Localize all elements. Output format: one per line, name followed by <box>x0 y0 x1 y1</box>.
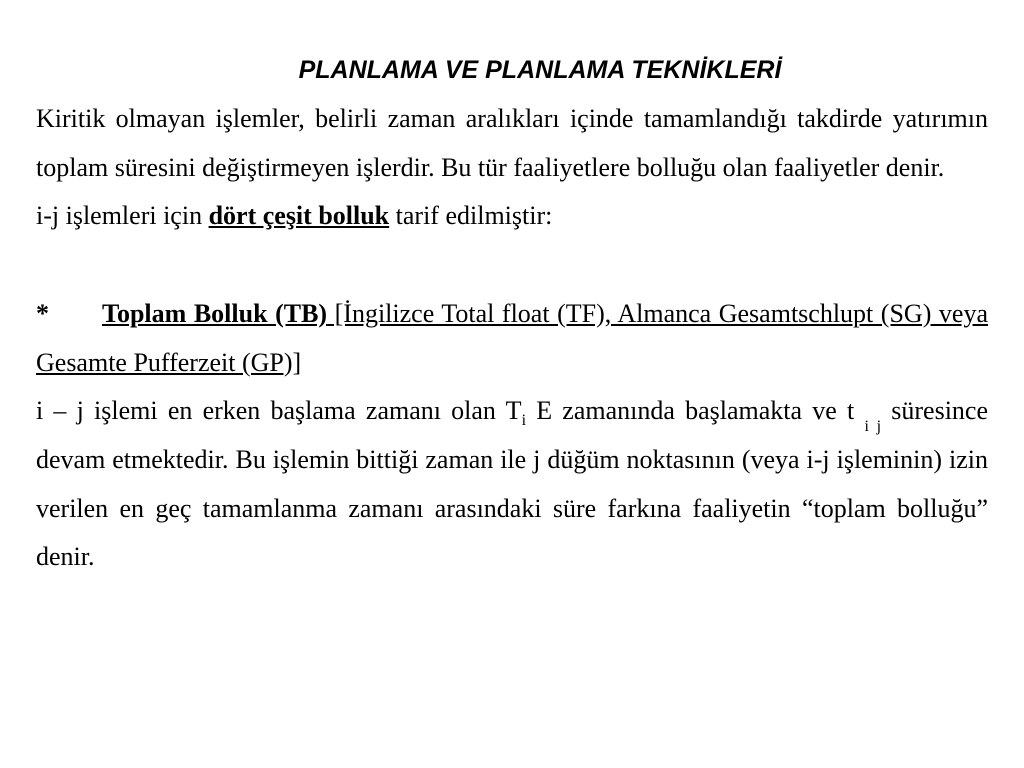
paragraph-noncritical-activities: Kiritik olmayan işlemler, belirli zaman aralıkları içinde tamamlandığı takdirde yatırımın toplam süresini değiştirmeyen işlerdir. Bu tür faaliyetlere bolluğu olan faaliyetler denir. <box>36 104 988 182</box>
bullet-star: * <box>36 298 49 328</box>
blank-line <box>36 241 988 290</box>
float-types-intro: i-j işlemleri için <box>36 201 209 231</box>
total-float-synonyms: [İngilizce Total float (TF), Almanca Gesamtschlupt (SG) veya Gesamte Pufferzeit (GP)] <box>36 298 988 377</box>
float-types-outro: tarif edilmiştir: <box>389 201 553 231</box>
explanation-part-2: E zamanında başlamakta ve t <box>526 396 865 426</box>
subscript-ij: i j <box>864 418 882 436</box>
explanation-part-3: süresince devam etmektedir. Bu işlemin bittiği zaman ile j düğüm noktasının (veya i-j işleminin) izin verilen en geç tamamlanma zamanı arasındaki süre farkına faaliyetin “toplam bolluğu” denir. <box>36 396 989 572</box>
subscript-i: i <box>521 412 527 430</box>
slide-body <box>36 95 988 582</box>
paragraph-float-types <box>36 192 988 241</box>
paragraph-total-float-definition <box>36 290 988 387</box>
explanation-part-1: i – j işlemi en erken başlama zamanı olan T <box>36 396 522 426</box>
four-float-types-emphasis: dört çeşit bolluk <box>208 201 390 231</box>
total-float-term: Toplam Bolluk (TB) <box>102 298 328 328</box>
slide-title: PLANLAMA VE PLANLAMA TEKNİKLERİ <box>298 56 782 84</box>
paragraph-total-float-explanation <box>36 387 988 582</box>
